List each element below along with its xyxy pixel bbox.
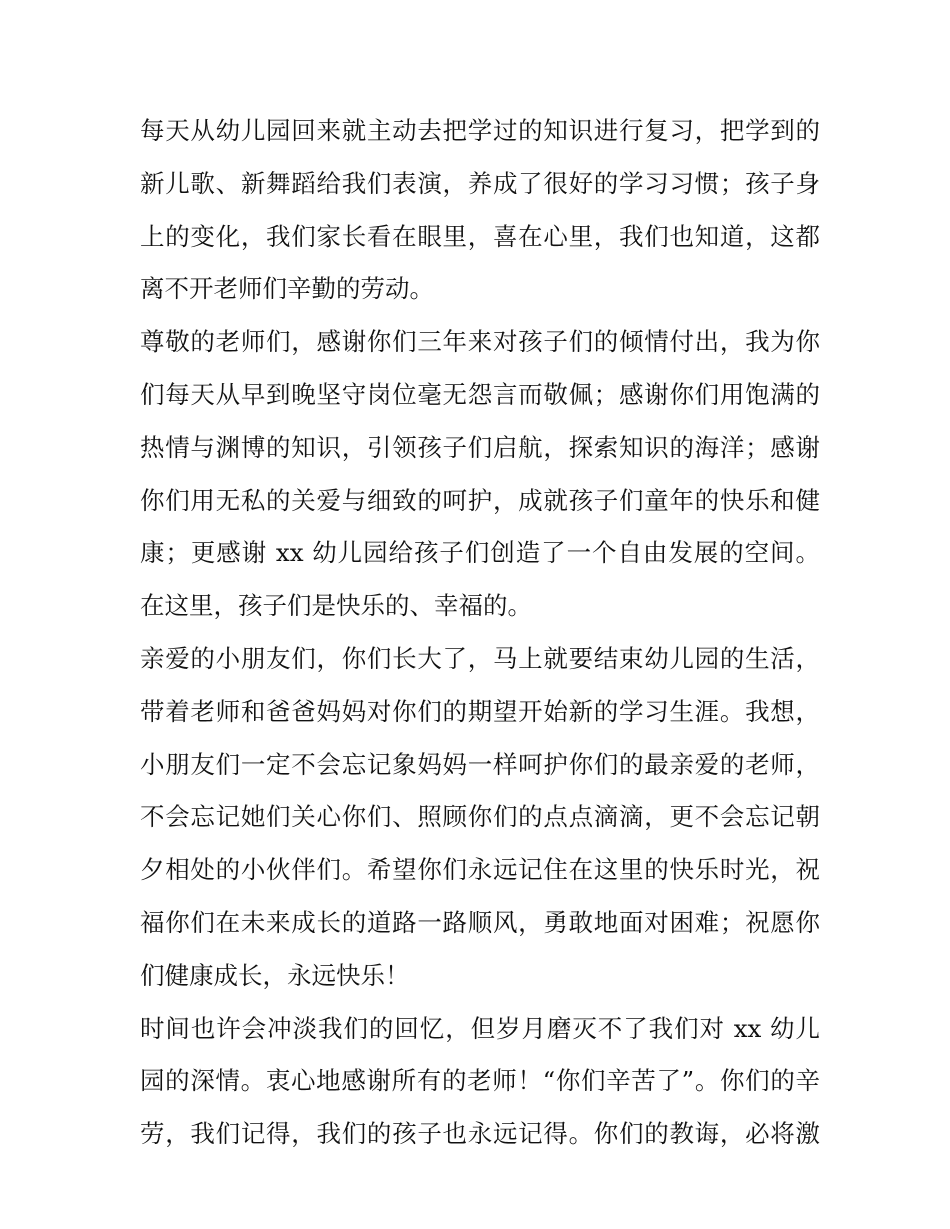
text-line: 劳，我们记得，我们的孩子也永远记得。你们的教诲，必将激 [140, 1119, 820, 1149]
text-line: 们健康成长，永远快乐！ [140, 960, 410, 990]
text-line: 离不开老师们辛勤的劳动。 [140, 274, 434, 304]
text-line: 新儿歌、新舞蹈给我们表演，养成了很好的学习习惯；孩子身 [140, 168, 820, 198]
text-line: 不会忘记她们关心你们、照顾你们的点点滴滴，更不会忘记朝 [140, 802, 820, 832]
text-line: 小朋友们一定不会忘记象妈妈一样呵护你们的最亲爱的老师， [140, 749, 820, 779]
body-text [140, 105, 820, 1161]
text-line: 带着老师和爸爸妈妈对你们的期望开始新的学习生涯。我想， [140, 696, 820, 726]
text-line: 在这里，孩子们是快乐的、幸福的。 [140, 591, 532, 621]
text-line: 你们用无私的关爱与细致的呵护，成就孩子们童年的快乐和健 [140, 485, 820, 515]
text-line: 夕相处的小伙伴们。希望你们永远记住在这里的快乐时光，祝 [140, 855, 820, 885]
text-line: 上的变化，我们家长看在眼里，喜在心里，我们也知道，这都 [140, 221, 820, 251]
text-line: 亲爱的小朋友们，你们长大了，马上就要结束幼儿园的生活， [140, 643, 820, 673]
text-line: 们每天从早到晚坚守岗位毫无怨言而敬佩；感谢你们用饱满的 [140, 379, 820, 409]
text-line: 时间也许会冲淡我们的回忆，但岁月磨灭不了我们对 xx 幼儿 [140, 1013, 820, 1043]
text-line: 福你们在未来成长的道路一路顺风，勇敢地面对困难；祝愿你 [140, 907, 820, 937]
text-line: 康；更感谢 xx 幼儿园给孩子们创造了一个自由发展的空间。 [140, 538, 820, 568]
text-line: 热情与渊博的知识，引领孩子们启航，探索知识的海洋；感谢 [140, 432, 820, 462]
text-line: 尊敬的老师们，感谢你们三年来对孩子们的倾情付出，我为你 [140, 327, 820, 357]
text-line: 每天从幼儿园回来就主动去把学过的知识进行复习，把学到的 [140, 116, 820, 145]
text-line: 园的深情。衷心地感谢所有的老师！“你们辛苦了”。你们的辛 [140, 1066, 820, 1096]
